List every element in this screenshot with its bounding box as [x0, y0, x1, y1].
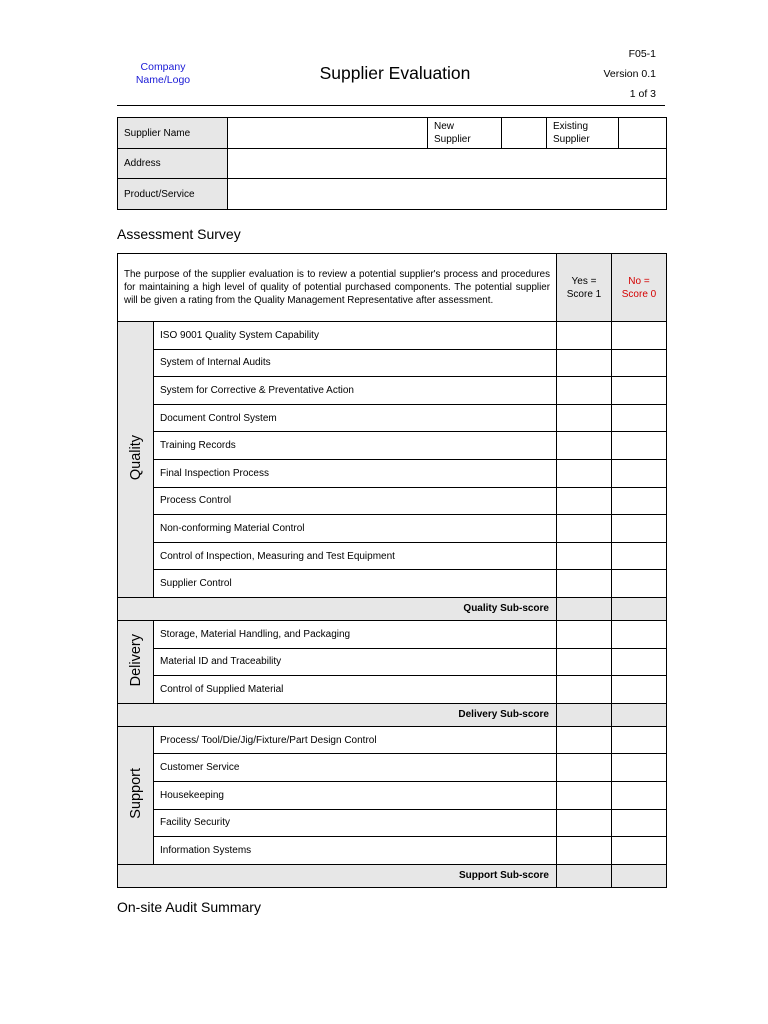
delivery-subscore-label: Delivery Sub-score	[118, 703, 557, 726]
survey-item-label: System for Corrective & Preventative Action	[154, 377, 557, 405]
yes-score-line-1: Yes =	[571, 275, 597, 287]
survey-row	[118, 432, 667, 460]
survey-row	[118, 459, 667, 487]
no-score-cell[interactable]	[612, 570, 667, 598]
assessment-survey-heading: Assessment Survey	[117, 226, 241, 242]
survey-item-label: Process Control	[154, 487, 557, 515]
quality-subscore-label: Quality Sub-score	[118, 597, 557, 620]
survey-item-label: Document Control System	[154, 404, 557, 432]
yes-score-cell[interactable]	[557, 809, 612, 837]
yes-score-cell[interactable]	[557, 515, 612, 543]
survey-row	[118, 404, 667, 432]
no-score-cell[interactable]	[612, 349, 667, 377]
yes-score-cell[interactable]	[557, 620, 612, 648]
yes-score-cell[interactable]	[557, 570, 612, 598]
logo-line-1: Company	[140, 61, 186, 73]
support-subscore-label: Support Sub-score	[118, 864, 557, 887]
quality-category-label	[118, 322, 154, 598]
survey-item-label: Final Inspection Process	[154, 459, 557, 487]
survey-item-label: Training Records	[154, 432, 557, 460]
no-score-cell[interactable]	[612, 377, 667, 405]
delivery-category-text: Delivery	[127, 634, 144, 687]
document-title: Supplier Evaluation	[319, 63, 471, 83]
survey-item-label: Control of Supplied Material	[154, 676, 557, 704]
survey-item-label: System of Internal Audits	[154, 349, 557, 377]
no-score-cell[interactable]	[612, 432, 667, 460]
survey-row	[118, 676, 667, 704]
logo-line-2: Name/Logo	[135, 74, 191, 86]
no-score-cell[interactable]	[612, 781, 667, 809]
quality-category-text: Quality	[127, 435, 144, 481]
header-divider	[117, 105, 665, 106]
no-score-cell[interactable]	[612, 620, 667, 648]
delivery-subscore-yes-cell[interactable]	[557, 703, 612, 726]
product-service-label: Product/Service	[118, 179, 228, 210]
purpose-statement: The purpose of the supplier evaluation is to review a potential supplier's process and procedures for maintaining a high level of quality of potential purchased components. The potential supplier will be given a rating from the Quality Management Representative after assessment.	[118, 254, 557, 322]
no-score-line-1: No =	[628, 275, 650, 287]
quality-section	[118, 322, 667, 621]
survey-row	[118, 515, 667, 543]
survey-item-label: Supplier Control	[154, 570, 557, 598]
supplier-info-table	[117, 117, 667, 210]
no-score-cell[interactable]	[612, 676, 667, 704]
survey-item-label: Process/ Tool/Die/Jig/Fixture/Part Design Control	[154, 726, 557, 754]
yes-score-cell[interactable]	[557, 377, 612, 405]
version-label: Version 0.1	[603, 68, 656, 80]
new-supplier-label-line-1: New	[434, 121, 455, 132]
form-id: F05-1	[628, 48, 656, 60]
no-score-cell[interactable]	[612, 487, 667, 515]
support-category-text: Support	[127, 768, 144, 820]
delivery-subscore-no-cell[interactable]	[612, 703, 667, 726]
address-label: Address	[118, 149, 228, 179]
yes-score-cell[interactable]	[557, 487, 612, 515]
no-score-cell[interactable]	[612, 837, 667, 865]
yes-score-cell[interactable]	[557, 648, 612, 676]
delivery-subscore-row	[118, 703, 667, 726]
no-score-cell[interactable]	[612, 459, 667, 487]
no-score-cell[interactable]	[612, 404, 667, 432]
yes-score-cell[interactable]	[557, 726, 612, 754]
delivery-category-label	[118, 620, 154, 703]
support-subscore-yes-cell[interactable]	[557, 864, 612, 887]
no-score-cell[interactable]	[612, 515, 667, 543]
supplier-name-field[interactable]	[228, 118, 428, 149]
yes-score-cell[interactable]	[557, 322, 612, 350]
no-score-line-2: Score 0	[621, 288, 657, 300]
page-number: 1 of 3	[629, 88, 656, 100]
survey-item-label: Control of Inspection, Measuring and Test Equipment	[154, 542, 557, 570]
survey-item-label: Facility Security	[154, 809, 557, 837]
no-score-cell[interactable]	[612, 322, 667, 350]
existing-supplier-label-line-1: Existing	[553, 121, 589, 132]
support-subscore-row	[118, 864, 667, 887]
survey-row	[118, 487, 667, 515]
survey-item-label: Information Systems	[154, 837, 557, 865]
survey-row	[118, 377, 667, 405]
survey-item-label: Non-conforming Material Control	[154, 515, 557, 543]
survey-row	[118, 809, 667, 837]
existing-supplier-label	[547, 118, 619, 149]
no-score-cell[interactable]	[612, 754, 667, 782]
survey-row	[118, 322, 667, 350]
survey-row	[118, 570, 667, 598]
survey-row	[118, 726, 667, 754]
existing-supplier-checkbox[interactable]	[619, 118, 667, 149]
onsite-audit-summary-heading: On-site Audit Summary	[117, 899, 261, 915]
new-supplier-label-line-2: Supplier	[434, 134, 471, 145]
address-field[interactable]	[228, 149, 667, 179]
yes-score-cell[interactable]	[557, 781, 612, 809]
yes-score-cell[interactable]	[557, 542, 612, 570]
support-section	[118, 726, 667, 887]
survey-row	[118, 349, 667, 377]
yes-score-cell[interactable]	[557, 349, 612, 377]
no-score-cell[interactable]	[612, 809, 667, 837]
quality-subscore-no-cell[interactable]	[612, 597, 667, 620]
no-score-cell[interactable]	[612, 542, 667, 570]
survey-row	[118, 620, 667, 648]
yes-score-cell[interactable]	[557, 676, 612, 704]
yes-score-cell[interactable]	[557, 754, 612, 782]
survey-item-label: Customer Service	[154, 754, 557, 782]
support-category-label	[118, 726, 154, 864]
company-logo-placeholder	[118, 61, 208, 87]
survey-item-label: ISO 9001 Quality System Capability	[154, 322, 557, 350]
yes-score-cell[interactable]	[557, 404, 612, 432]
survey-item-label: Housekeeping	[154, 781, 557, 809]
survey-item-label: Storage, Material Handling, and Packaging	[154, 620, 557, 648]
yes-score-cell[interactable]	[557, 837, 612, 865]
yes-score-cell[interactable]	[557, 459, 612, 487]
yes-score-header	[557, 254, 612, 322]
delivery-section	[118, 620, 667, 726]
product-service-field[interactable]	[228, 179, 667, 210]
assessment-survey-table	[117, 253, 667, 888]
support-subscore-no-cell[interactable]	[612, 864, 667, 887]
supplier-name-label: Supplier Name	[118, 118, 228, 149]
new-supplier-checkbox[interactable]	[502, 118, 547, 149]
new-supplier-label	[428, 118, 502, 149]
quality-subscore-yes-cell[interactable]	[557, 597, 612, 620]
quality-subscore-row	[118, 597, 667, 620]
survey-row	[118, 837, 667, 865]
yes-score-line-2: Score 1	[566, 288, 602, 300]
survey-row	[118, 542, 667, 570]
survey-row	[118, 648, 667, 676]
survey-item-label: Material ID and Traceability	[154, 648, 557, 676]
no-score-header	[612, 254, 667, 322]
survey-row	[118, 781, 667, 809]
existing-supplier-label-line-2: Supplier	[553, 134, 590, 145]
yes-score-cell[interactable]	[557, 432, 612, 460]
no-score-cell[interactable]	[612, 648, 667, 676]
no-score-cell[interactable]	[612, 726, 667, 754]
survey-row	[118, 754, 667, 782]
